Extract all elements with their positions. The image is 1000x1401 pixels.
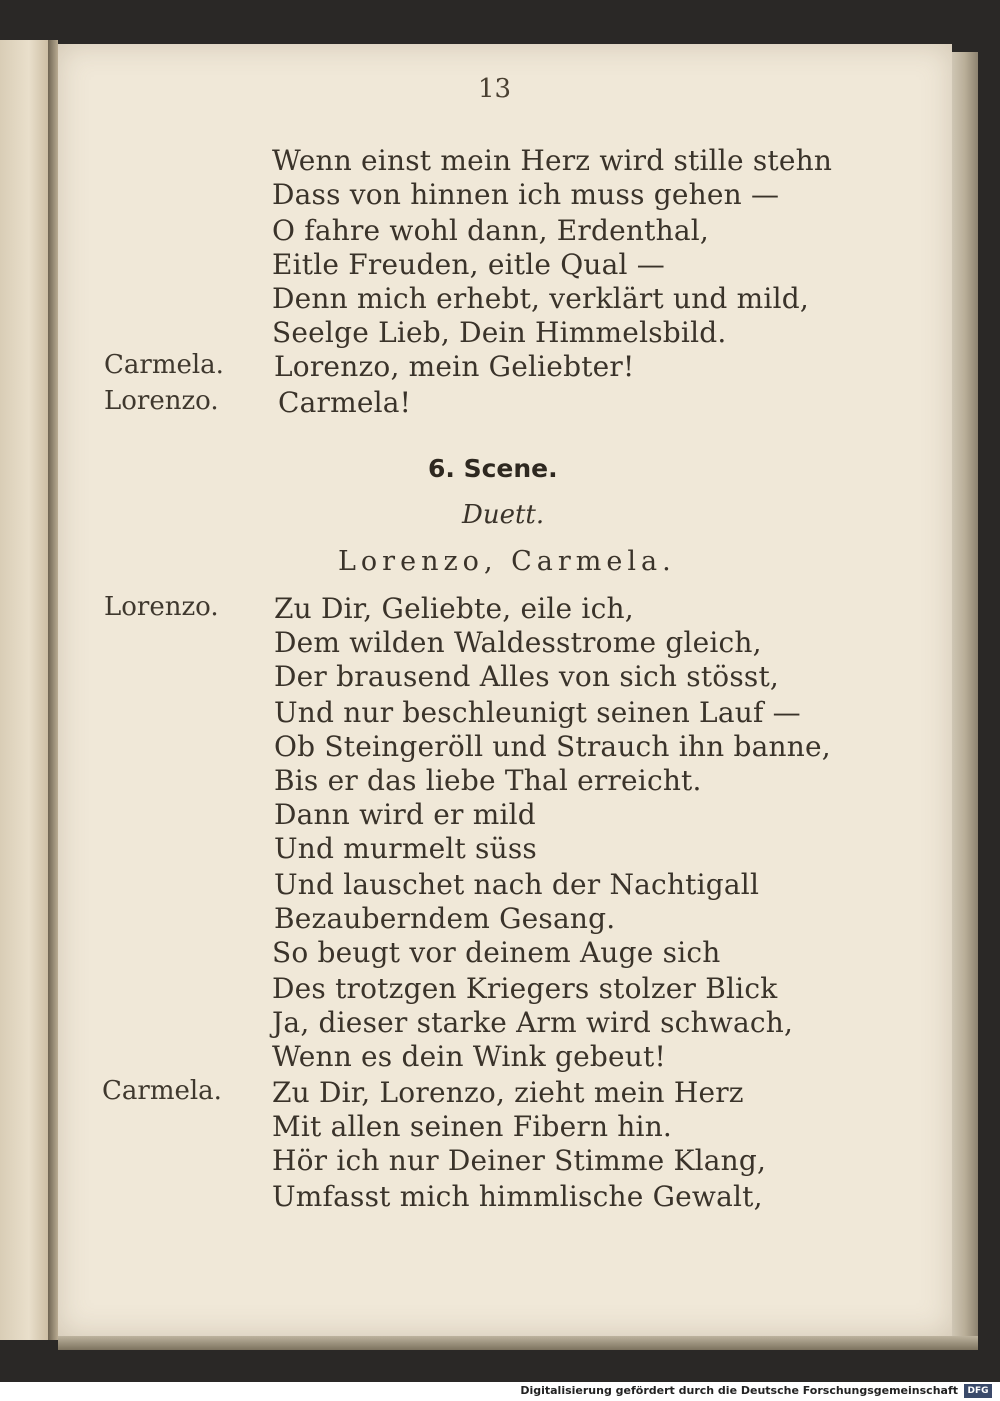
verse-line: Dem wilden Waldesstrome gleich, xyxy=(274,626,762,659)
verse-line: Und nur beschleunigt seinen Lauf — xyxy=(274,696,801,729)
verse-line: Bezauberndem Gesang. xyxy=(274,902,616,935)
verse-line: Und lauschet nach der Nachtigall xyxy=(274,868,760,901)
verse-line: Hör ich nur Deiner Stimme Klang, xyxy=(272,1144,767,1177)
verse-line: Lorenzo, mein Geliebter! xyxy=(274,350,635,383)
speaker-label: Carmela. xyxy=(102,1076,222,1106)
book-bottom-edge xyxy=(58,1336,978,1350)
page-number: 13 xyxy=(478,74,512,104)
scene-cast: Lorenzo, Carmela. xyxy=(338,546,676,577)
footer-credit: Digitalisierung gefördert durch die Deutsche Forschungsgemeinschaft xyxy=(520,1384,958,1397)
speaker-label: Lorenzo. xyxy=(104,592,219,622)
verse-line: Denn mich erhebt, verklärt und mild, xyxy=(272,282,809,315)
speaker-label: Lorenzo. xyxy=(104,386,219,416)
verse-line: O fahre wohl dann, Erdenthal, xyxy=(272,214,709,247)
verse-line: Eitle Freuden, eitle Qual — xyxy=(272,248,665,281)
verse-line: Wenn einst mein Herz wird stille stehn xyxy=(272,144,833,177)
verse-line: Wenn es dein Wink gebeut! xyxy=(272,1040,666,1073)
verse-line: Zu Dir, Geliebte, eile ich, xyxy=(274,592,634,625)
book-gutter xyxy=(48,40,58,1340)
left-page-edge xyxy=(0,40,50,1340)
verse-line: Mit allen seinen Fibern hin. xyxy=(272,1110,673,1143)
scene-subheading: Duett. xyxy=(462,500,545,530)
scene-heading: 6. Scene. xyxy=(428,454,558,483)
verse-line: Ja, dieser starke Arm wird schwach, xyxy=(272,1006,794,1039)
verse-line: Der brausend Alles von sich stösst, xyxy=(274,660,780,693)
verse-line: Und murmelt süss xyxy=(274,832,537,865)
verse-line: Dann wird er mild xyxy=(274,798,536,831)
verse-line: Umfasst mich himmlische Gewalt, xyxy=(272,1180,763,1213)
verse-line: Bis er das liebe Thal erreicht. xyxy=(274,764,702,797)
speaker-label: Carmela. xyxy=(104,350,224,380)
verse-line: So beugt vor deinem Auge sich xyxy=(272,936,721,969)
verse-line: Seelge Lieb, Dein Himmelsbild. xyxy=(272,316,727,349)
dfg-logo-icon: DFG xyxy=(964,1384,992,1398)
verse-line: Carmela! xyxy=(278,386,412,419)
verse-line: Zu Dir, Lorenzo, zieht mein Herz xyxy=(272,1076,744,1109)
page-stack-edge xyxy=(952,52,978,1342)
verse-line: Ob Steingeröll und Strauch ihn banne, xyxy=(274,730,831,763)
digitization-footer xyxy=(0,1382,1000,1401)
verse-line: Des trotzgen Kriegers stolzer Blick xyxy=(272,972,778,1005)
verse-line: Dass von hinnen ich muss gehen — xyxy=(272,178,780,211)
